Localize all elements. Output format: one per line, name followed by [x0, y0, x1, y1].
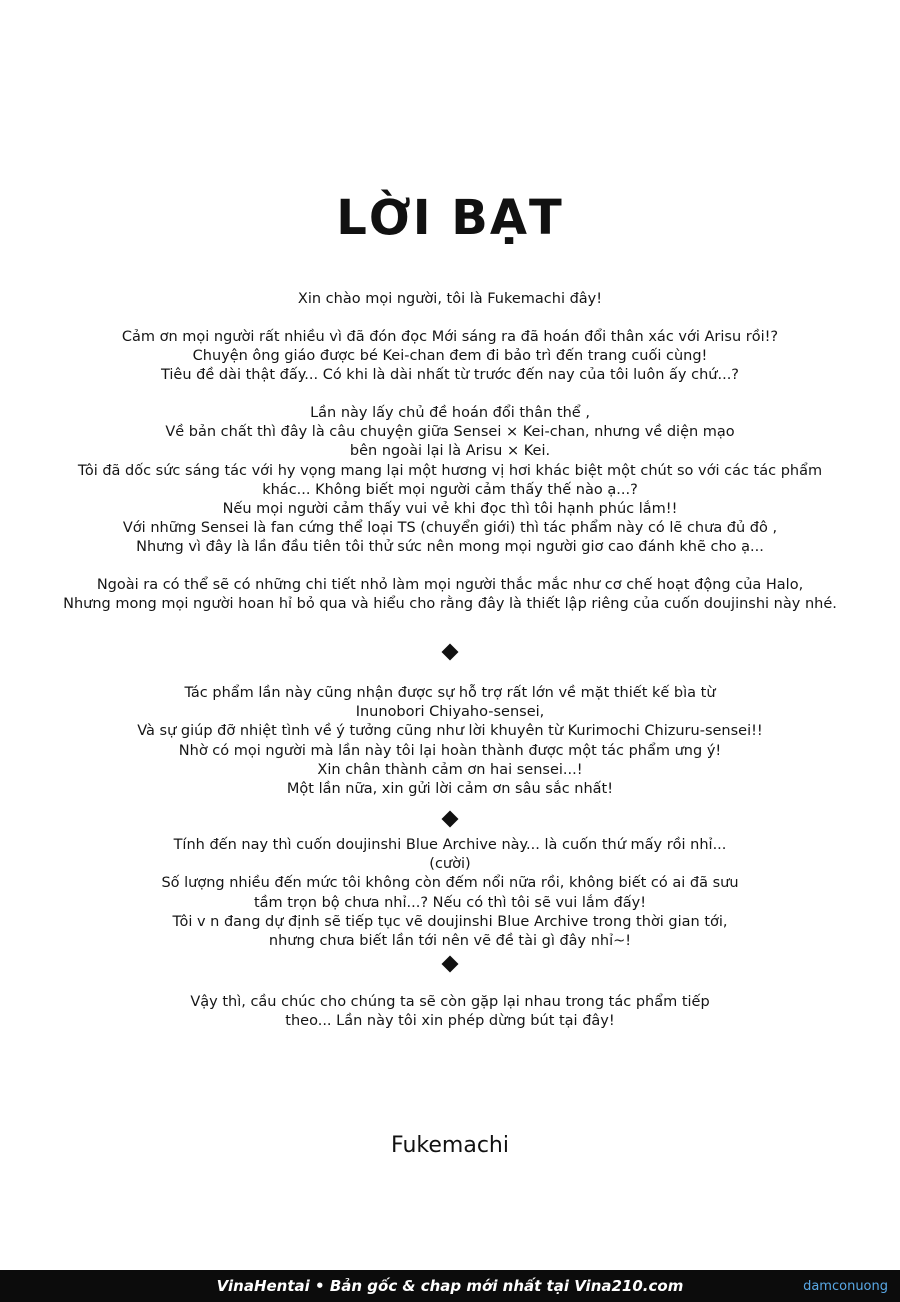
paragraph-theme	[60, 404, 840, 558]
text-line: Và sự giúp đỡ nhiệt tình về ý tưởng cũng như lời khuyên từ Kurimochi Chizuru-sensei!!	[137, 723, 763, 740]
text-line: Vậy thì, cầu chúc cho chúng ta sẽ còn gặp lại nhau trong tác phẩm tiếp	[190, 994, 710, 1010]
text-line: Tôi đã dốc sức sáng tác với hy vọng mang lại một hương vị hơi khác biệt một chút so với các tác phẩm	[77, 462, 823, 479]
paragraph-thanks	[60, 328, 840, 386]
text-line: Về bản chất thì đây là câu chuyện giữa Sensei × Kei-chan, nhưng về diện mạo	[165, 424, 735, 441]
diamond-icon	[442, 644, 459, 661]
text-line: theo... Lần này tôi xin phép dừng bút tại đây!	[285, 1013, 615, 1030]
paragraph-greeting	[60, 290, 840, 309]
text-line: Tôi v n đang dự định sẽ tiếp tục vẽ doujinshi Blue Archive trong thời gian tới,	[172, 913, 728, 930]
diamond-icon	[442, 811, 459, 828]
footer-text: VinaHentai • Bản gốc & chap mới nhất tại Vina210.com	[216, 1277, 684, 1295]
paragraph-acknowledgements	[60, 684, 840, 799]
text-line: bên ngoài lại là Arisu × Kei.	[349, 443, 551, 460]
text-line: Xin chào mọi người, tôi là Fukemachi đây!	[297, 291, 603, 307]
text-line: Xin chân thành cảm ơn hai sensei...!	[317, 761, 583, 778]
text-line: Số lượng nhiều đến mức tôi không còn đếm nổi nữa rồi, không biết có ai đã sưu	[161, 875, 739, 892]
text-line: Cảm ơn mọi người rất nhiều vì đã đón đọc Mới sáng ra đã hoán đổi thân xác với Arisu rồi!?	[121, 329, 779, 345]
text-line: Tác phẩm lần này cũng nhận được sự hỗ trợ rất lớn về mặt thiết kế bìa từ	[184, 685, 716, 701]
text-line: Ngoài ra có thể sẽ có những chi tiết nhỏ làm mọi người thắc mắc như cơ chế hoạt động của Halo,	[96, 577, 804, 593]
text-line: Với những Sensei là fan cứng thể loại TS (chuyển giới) thì tác phẩm này có lẽ chưa đủ đô ,	[122, 520, 778, 537]
watermark-text: damconuong	[803, 1279, 888, 1294]
paragraph-notes	[60, 576, 840, 614]
paragraph-farewell	[60, 993, 840, 1031]
text-line: nhưng chưa biết lần tới nên vẽ đề tài gì đây nhỉ~!	[268, 933, 632, 950]
text-line: Nếu mọi người cảm thấy vui vẻ khi đọc thì tôi hạnh phúc lắm!!	[222, 501, 678, 518]
text-line: Nhưng mong mọi người hoan hỉ bỏ qua và hiểu cho rằng đây là thiết lập riêng của cuốn doujinshi này nhé.	[63, 596, 837, 613]
diamond-icon	[442, 956, 459, 973]
text-line: khác... Không biết mọi người cảm thấy thế nào ạ...?	[262, 481, 638, 498]
footer-banner	[0, 1270, 900, 1302]
text-line: Chuyện ông giáo được bé Kei-chan đem đi bảo trì đến trang cuối cùng!	[192, 348, 708, 365]
text-line: tầm trọn bộ chưa nhỉ...? Nếu có thì tôi sẽ vui lắm đấy!	[253, 894, 647, 911]
text-line: Tính đến nay thì cuốn doujinshi Blue Archive này... là cuốn thứ mấy rồi nhỉ...	[173, 837, 727, 853]
text-line: Tiêu đề dài thật đấy... Có khi là dài nhất từ trước đến nay của tôi luôn ấy chứ...?	[160, 367, 739, 384]
author-signature: Fukemachi	[391, 1133, 509, 1158]
text-line: (cười)	[429, 856, 471, 873]
text-line: Inunobori Chiyaho-sensei,	[355, 704, 545, 721]
page-title: LỜI BẠT	[336, 190, 564, 246]
text-line: Nhờ có mọi người mà lần này tôi lại hoàn thành được một tác phẩm ưng ý!	[178, 742, 722, 759]
paragraph-series	[60, 836, 840, 951]
text-line: Nhưng vì đây là lần đầu tiên tôi thử sức nên mong mọi người giơ cao đánh khẽ cho ạ...	[136, 539, 764, 556]
text-line: Lần này lấy chủ đề hoán đổi thân thể ,	[310, 405, 590, 421]
text-line: Một lần nữa, xin gửi lời cảm ơn sâu sắc nhất!	[286, 781, 614, 798]
